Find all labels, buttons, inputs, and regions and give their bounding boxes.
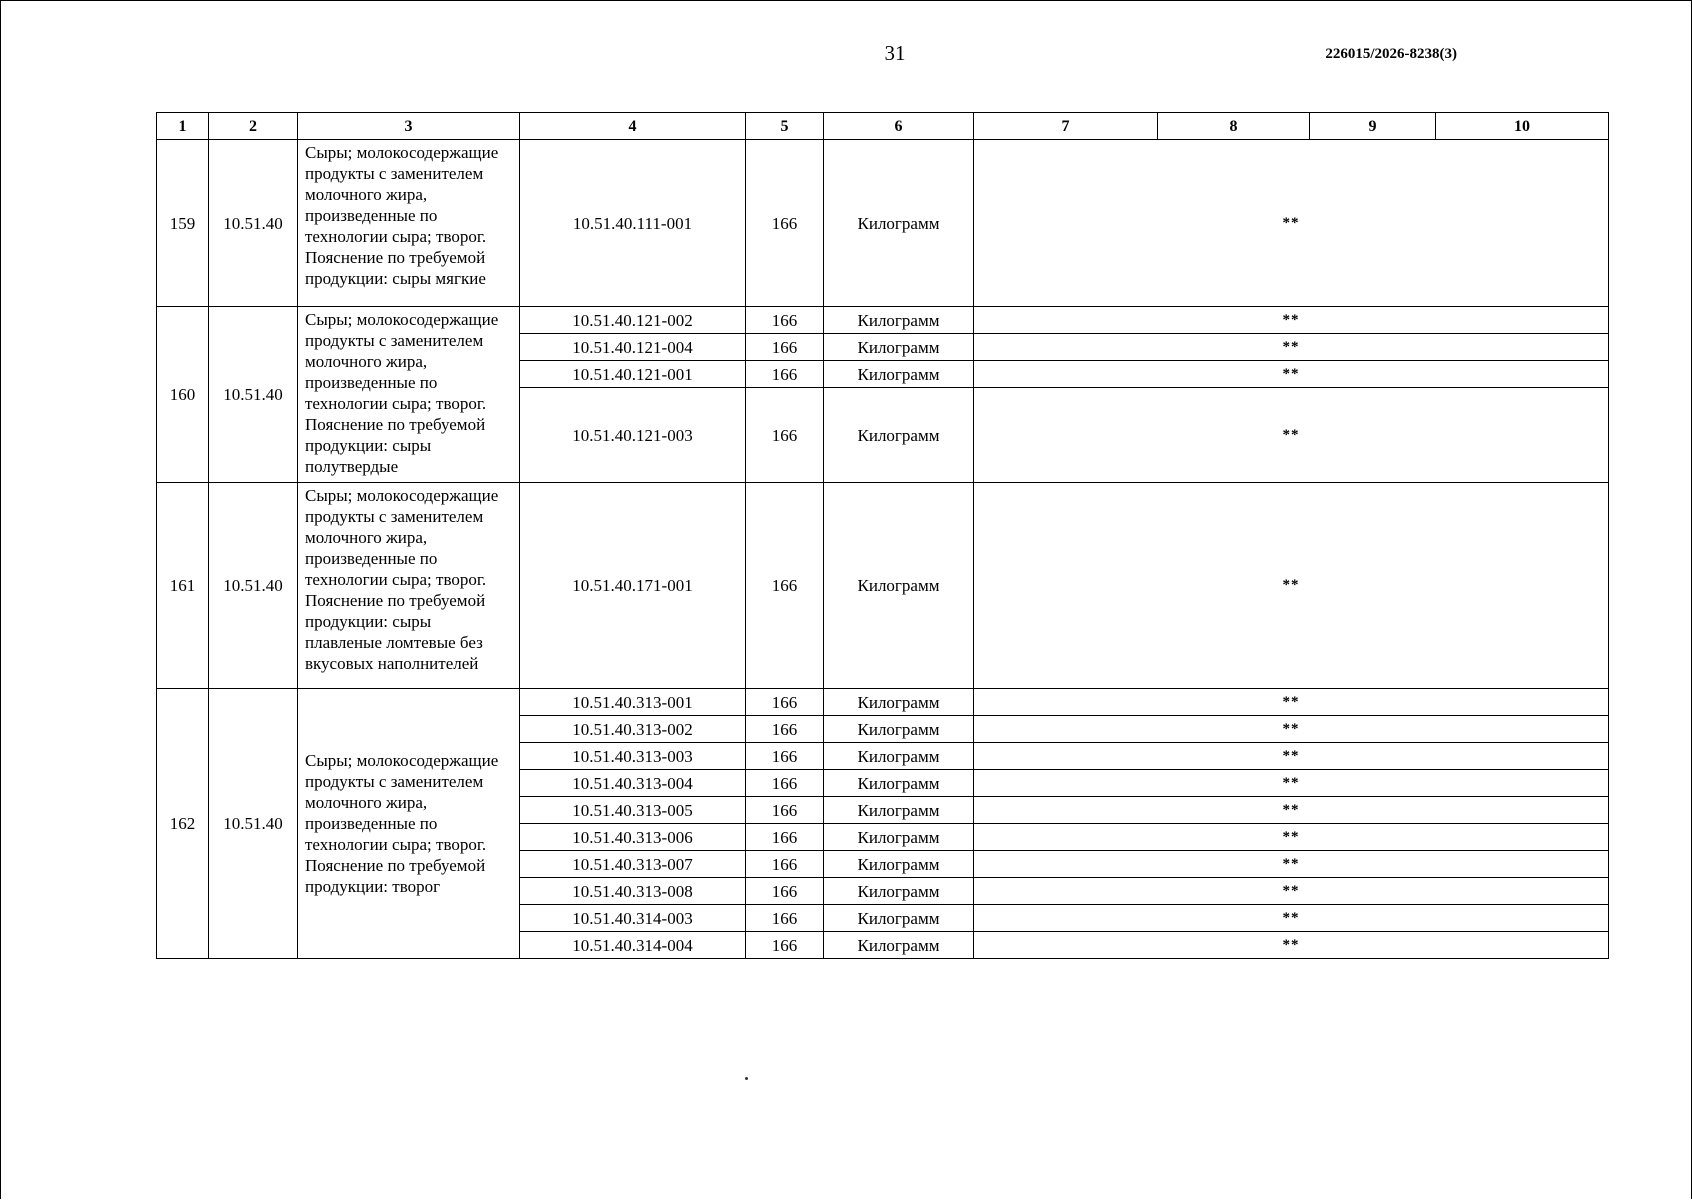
- merged-value-cell: **: [974, 878, 1609, 905]
- unit-name: Килограмм: [824, 851, 974, 878]
- ktru-code: 10.51.40.313-008: [520, 878, 746, 905]
- table-row: [157, 140, 1609, 307]
- merged-value-cell: **: [974, 361, 1609, 388]
- unit-name: Килограмм: [824, 388, 974, 483]
- unit-name: Килограмм: [824, 483, 974, 689]
- table-row: [157, 689, 1609, 716]
- okpd-code: 10.51.40: [209, 483, 298, 689]
- document-id: 226015/2026-8238(3): [1325, 46, 1457, 62]
- unit-name: Килограмм: [824, 716, 974, 743]
- unit-name: Килограмм: [824, 797, 974, 824]
- ktru-code: 10.51.40.121-003: [520, 388, 746, 483]
- ktru-code: 10.51.40.121-002: [520, 307, 746, 334]
- unit-name: Килограмм: [824, 361, 974, 388]
- merged-value-cell: **: [974, 334, 1609, 361]
- column-header: 6: [824, 113, 974, 140]
- unit-code: 166: [746, 932, 824, 959]
- unit-code: 166: [746, 716, 824, 743]
- product-name: Сыры; молокосодержащие продукты с заменителем молочного жира, произведенные по технологии сыра; творог. Пояснение по требуемой продукции: сыры мягкие: [298, 140, 520, 307]
- unit-name: Килограмм: [824, 334, 974, 361]
- unit-code: 166: [746, 361, 824, 388]
- ktru-code: 10.51.40.121-001: [520, 361, 746, 388]
- merged-value-cell: **: [974, 307, 1609, 334]
- unit-code: 166: [746, 334, 824, 361]
- merged-value-cell: **: [974, 140, 1609, 307]
- column-header: 7: [974, 113, 1158, 140]
- column-header: 4: [520, 113, 746, 140]
- table-row: [157, 307, 1609, 334]
- merged-value-cell: **: [974, 797, 1609, 824]
- ktru-code: 10.51.40.313-001: [520, 689, 746, 716]
- ktru-code: 10.51.40.313-002: [520, 716, 746, 743]
- unit-code: 166: [746, 878, 824, 905]
- unit-name: Килограмм: [824, 932, 974, 959]
- row-number: 161: [157, 483, 209, 689]
- ktru-code: 10.51.40.171-001: [520, 483, 746, 689]
- unit-code: 166: [746, 905, 824, 932]
- header-row: [157, 113, 1609, 140]
- merged-value-cell: **: [974, 716, 1609, 743]
- product-name: Сыры; молокосодержащие продукты с заменителем молочного жира, произведенные по технологии сыра; творог. Пояснение по требуемой продукции: творог: [298, 689, 520, 959]
- column-header: 8: [1158, 113, 1310, 140]
- okpd-code: 10.51.40: [209, 140, 298, 307]
- unit-name: Килограмм: [824, 824, 974, 851]
- ktru-code: 10.51.40.313-005: [520, 797, 746, 824]
- page-number: 31: [884, 41, 906, 65]
- merged-value-cell: **: [974, 483, 1609, 689]
- ktru-code: 10.51.40.313-007: [520, 851, 746, 878]
- unit-name: Килограмм: [824, 689, 974, 716]
- okpd-code: 10.51.40: [209, 689, 298, 959]
- column-header: 3: [298, 113, 520, 140]
- unit-code: 166: [746, 824, 824, 851]
- unit-name: Килограмм: [824, 743, 974, 770]
- merged-value-cell: **: [974, 824, 1609, 851]
- row-number: 162: [157, 689, 209, 959]
- scan-speck: [745, 1077, 748, 1080]
- unit-name: Килограмм: [824, 770, 974, 797]
- ktru-code: 10.51.40.314-004: [520, 932, 746, 959]
- column-header: 9: [1310, 113, 1436, 140]
- unit-code: 166: [746, 851, 824, 878]
- unit-name: Килограмм: [824, 140, 974, 307]
- ktru-code: 10.51.40.313-006: [520, 824, 746, 851]
- column-header: 10: [1436, 113, 1609, 140]
- merged-value-cell: **: [974, 851, 1609, 878]
- ktru-code: 10.51.40.121-004: [520, 334, 746, 361]
- unit-code: 166: [746, 140, 824, 307]
- table-row: [157, 483, 1609, 689]
- unit-code: 166: [746, 307, 824, 334]
- ktru-code: 10.51.40.314-003: [520, 905, 746, 932]
- merged-value-cell: **: [974, 770, 1609, 797]
- merged-value-cell: **: [974, 905, 1609, 932]
- unit-name: Килограмм: [824, 878, 974, 905]
- merged-value-cell: **: [974, 743, 1609, 770]
- okpd-code: 10.51.40: [209, 307, 298, 483]
- unit-code: 166: [746, 388, 824, 483]
- merged-value-cell: **: [974, 932, 1609, 959]
- ktru-code: 10.51.40.313-004: [520, 770, 746, 797]
- unit-code: 166: [746, 743, 824, 770]
- product-name: Сыры; молокосодержащие продукты с заменителем молочного жира, произведенные по технологии сыра; творог. Пояснение по требуемой продукции: сыры плавленые ломтевые без вкусовых наполнителей: [298, 483, 520, 689]
- data-table: [156, 112, 1609, 959]
- unit-code: 166: [746, 689, 824, 716]
- unit-code: 166: [746, 797, 824, 824]
- row-number: 159: [157, 140, 209, 307]
- column-header: 5: [746, 113, 824, 140]
- unit-name: Килограмм: [824, 905, 974, 932]
- ktru-code: 10.51.40.111-001: [520, 140, 746, 307]
- column-header: 1: [157, 113, 209, 140]
- unit-name: Килограмм: [824, 307, 974, 334]
- column-header: 2: [209, 113, 298, 140]
- merged-value-cell: **: [974, 388, 1609, 483]
- ktru-code: 10.51.40.313-003: [520, 743, 746, 770]
- unit-code: 166: [746, 770, 824, 797]
- unit-code: 166: [746, 483, 824, 689]
- row-number: 160: [157, 307, 209, 483]
- merged-value-cell: **: [974, 689, 1609, 716]
- product-name: Сыры; молокосодержащие продукты с заменителем молочного жира, произведенные по технологии сыра; творог. Пояснение по требуемой продукции: сыры полутвердые: [298, 307, 520, 483]
